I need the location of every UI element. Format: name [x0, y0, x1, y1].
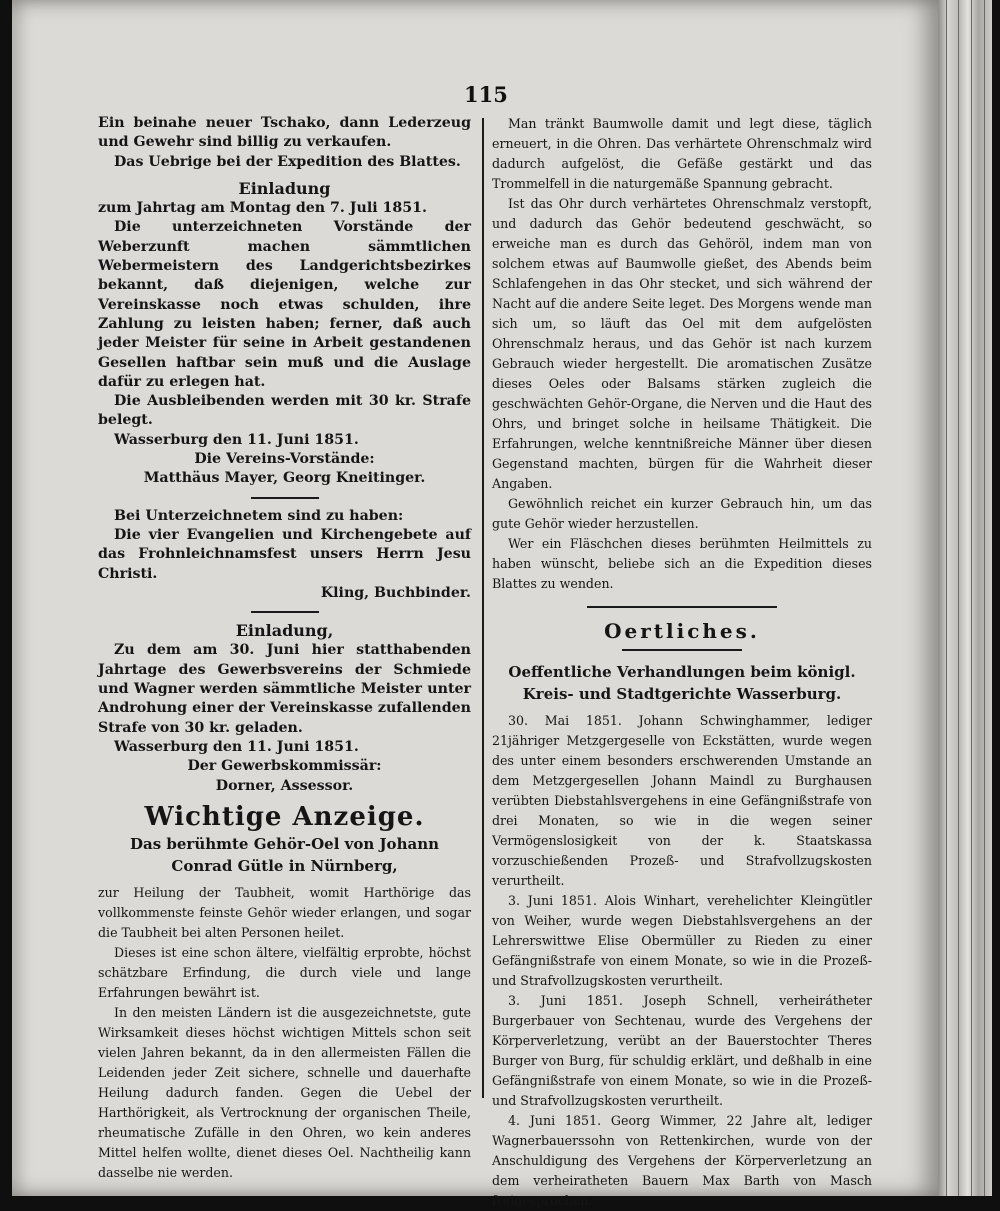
page-number: 115	[464, 82, 508, 107]
tschako-ad: Ein beinahe neuer Tschako, dann Lederzeug und Gewehr sind billig zu verkaufen.	[98, 115, 471, 151]
case-2: 3. Juni 1851. Alois Winhart, verehelichter Kleingütler von Weiher, wurde wegen Diebstahlsvergehens an der Lehrerswittwe Elise Obermüller zu Rieden zu einer Gefängnißstrafe von einem Monate, so wie in die Prozeß- und Strafvollzugskosten verurtheilt.	[492, 893, 872, 989]
verhandlungen-title: Oeffentliche Verhandlungen beim königl. Kreis- und Stadtgerichte Wasserburg.	[508, 663, 856, 704]
schmiede-body: Zu dem am 30. Juni hier statthabenden Jahrtage des Gewerbsvereins der Schmiede und Wagner werden sämmtliche Meister unter Androhung einer der Vereinskasse zufallenden Strafe von 30 kr. geladen.	[98, 642, 471, 736]
divider	[587, 606, 777, 608]
divider	[622, 649, 742, 651]
anzeige-p3: In den meisten Ländern ist die ausgezeichnetste, gute Wirksamkeit dieses höchst wichtigen Mittels schon seit vielen Jahren bekannt, da in den allermeisten Fällen die Leidenden jeder Zeit sichere, schnelle und dauerhafte Heilung dadurch fanden. Gegen die Uebel der Harthörigkeit, als Vertrocknung der organischen Theile, rheumatische Zufälle in den Ohren, wo kein anderes Mittel helfen wollte, dienet dieses Oel. Nachtheilig kann dasselbe nie werden.	[98, 1005, 471, 1181]
oel-cont-p1: Man tränkt Baumwolle damit und legt diese, täglich erneuert, in die Ohren. Das verhärtete Ohrenschmalz wird dadurch aufgelöst, die Gefäße gestärkt und das Trommelfell in die naturgemäße Spannung gebracht.	[492, 116, 872, 191]
right-column	[492, 114, 872, 1211]
column-rule	[482, 118, 484, 1098]
divider	[251, 497, 319, 499]
weberzunft-place-date: Wasserburg den 11. Juni 1851.	[114, 431, 359, 448]
weberzunft-strafe: Die Ausbleibenden werden mit 30 kr. Strafe belegt.	[98, 393, 471, 429]
oel-cont-p3: Gewöhnlich reichet ein kurzer Gebrauch hin, um das gute Gehör wieder herzustellen.	[492, 496, 872, 531]
page-edge	[938, 0, 992, 1196]
anzeige-subtitle: Das berühmte Gehör-Oel von Johann Conrad Gütle in Nürnberg,	[129, 835, 440, 876]
case-1: 30. Mai 1851. Johann Schwinghammer, lediger 21jähriger Metzgergeselle von Eckstätten, wurde wegen des unter einem besonders erschwerenden Umstande an dem Metzgergesellen Johann Maindl zu Burghausen verübten Diebstahlsvergehens in eine Gefängnißstrafe von drei Monaten, so wie in die wegen seiner Vermögenslosigkeit von der k. Staatskassa vorzuschießenden Prozeß- und Strafvollzugskosten verurtheilt.	[492, 713, 872, 889]
einladung2-title: Einladung,	[235, 621, 334, 641]
newspaper-page	[12, 0, 940, 1209]
evangelien-signer: Kling, Buchbinder.	[320, 584, 471, 601]
oel-cont-p2: Ist das Ohr durch verhärtetes Ohrenschmalz verstopft, und dadurch das Gehör bedeutend geschwächt, so erweiche man es durch das Gehöröl, indem man von solchem etwas auf Baumwolle gießet, des Abends beim Schlafengehen in das Ohr stecket, und sich während der Nacht auf die andere Seite leget. Des Morgens wende man sich um, so läuft das Oel mit dem aufgelösten Ohrenschmalz heraus, und das Gehör ist nach kurzem Gebrauch wieder hergestellt. Die aromatischen Zusätze dieses Oeles oder Balsams stärken zugleich die geschwächten Gehör-Organe, die Nerven und die Haut des Ohrs, und bringet solche in heilsame Thätigkeit. Die Erfahrungen, welche kenntnißreiche Männer über diesen Gegenstand machten, bürgen für die Wahrheit dieser Angaben.	[492, 196, 872, 491]
divider	[251, 611, 319, 613]
einladung-subtitle: zum Jahrtag am Montag den 7. Juli 1851.	[98, 200, 427, 217]
schmiede-signer-title: Der Gewerbskommissär:	[187, 758, 382, 775]
einladung-title: Einladung	[238, 178, 331, 198]
weberzunft-signers: Matthäus Mayer, Georg Kneitinger.	[143, 470, 426, 487]
anzeige-title: Wichtige Anzeige.	[144, 801, 425, 832]
case-3: 3. Juni 1851. Joseph Schnell, verheirátheter Burgerbauer von Sechtenau, wurde des Vergehens der Körperverletzung, verübt an der Bauerstochter Theres Burger von Burg, für schuldig erklärt, und deßhalb in eine Gefängnißstrafe von einem Monate, so wie in die Prozeß- und Strafvollzugskosten verurtheilt.	[492, 993, 872, 1109]
weberzunft-signers-title: Die Vereins-Vorstände:	[194, 451, 375, 468]
schmiede-signer: Dorner, Assessor.	[215, 777, 354, 794]
evangelien-body: Die vier Evangelien und Kirchengebete auf das Frohnleichnamsfest unsers Herrn Jesu Christi.	[98, 526, 471, 582]
case-4: 4. Juni 1851. Georg Wimmer, 22 Jahre alt, lediger Wagnerbauerssohn von Rettenkirchen, wurde von der Anschuldigung des Vergehens der Körperverletzung an dem verheiratheten Bauern Max Barth von Masch freigesprochen.	[492, 1113, 872, 1209]
schmiede-place-date: Wasserburg den 11. Juni 1851.	[114, 738, 359, 755]
weberzunft-body: Die unterzeichneten Vorstände der Weberzunft machen sämmtlichen Webermeistern des Landgerichtsbezirkes bekannt, daß diejenigen, welche zur Vereinskasse noch etwas schulden, ihre Zahlung zu leisten haben; ferner, daß auch jeder Meister für seine in Arbeit gestandenen Gesellen haftbar sein muß und die Auslage dafür zu erlegen hat.	[98, 219, 471, 390]
anzeige-p1: zur Heilung der Taubheit, womit Harthörige das vollkommenste feinste Gehör wieder erlangen, und sogar die Taubheit bei alten Personen heilet.	[98, 885, 471, 941]
anzeige-p2: Dieses ist eine schon ältere, vielfältig erprobte, höchst schätzbare Erfindung, die durch viele und lange Erfahrungen bewährt ist.	[98, 945, 471, 1001]
evangelien-intro: Bei Unterzeichnetem sind zu haben:	[114, 507, 404, 524]
left-column	[98, 114, 471, 1183]
section-title: Oertliches.	[604, 619, 760, 643]
tschako-ad-note: Das Uebrige bei der Expedition des Blattes.	[114, 153, 461, 170]
oel-cont-p4: Wer ein Fläschchen dieses berühmten Heilmittels zu haben wünscht, beliebe sich an die Expedition dieses Blattes zu wenden.	[492, 536, 872, 591]
